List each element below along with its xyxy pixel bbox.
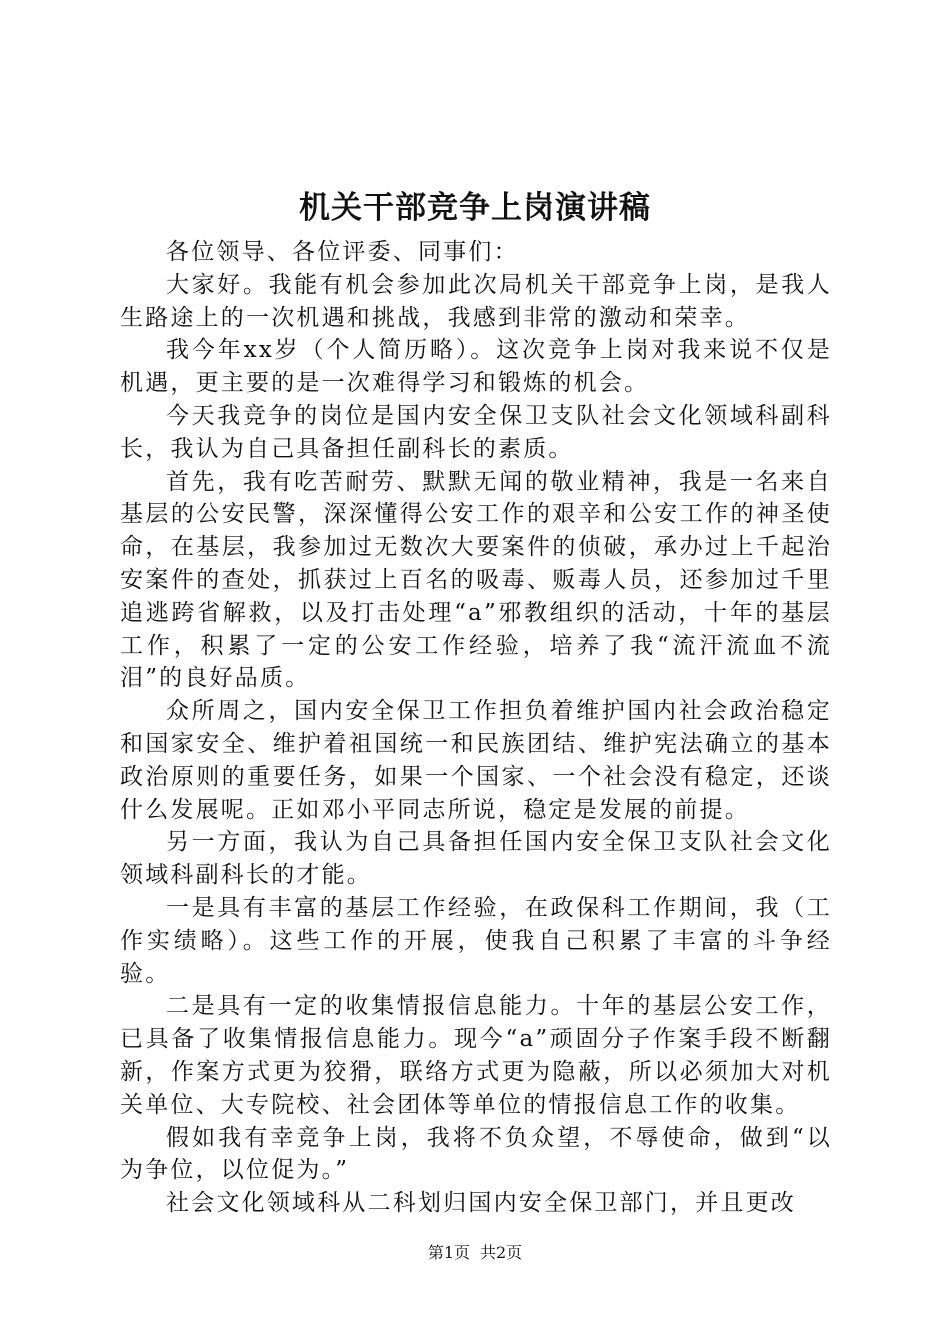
paragraph: 假如我有幸竞争上岗，我将不负众望，不辱使命，做到“以为争位，以位促为。” [120, 1124, 832, 1184]
page-footer [0, 1243, 950, 1263]
paragraph: 首先，我有吃苦耐劳、默默无闻的敬业精神，我是一名来自基层的公安民警，深深懂得公安工作的艰辛和公安工作的神圣使命，在基层，我参加过无数次大要案件的侦破，承办过上千起治安案件的查处，抓获过上百名的吸毒、贩毒人员，还参加过千里追逃跨省解救，以及打击处理“a”邪教组织的活动，十年的基层工作，积累了一定的公安工作经验，培养了我“流汗流血不流泪”的良好品质。 [120, 468, 832, 692]
paragraph: 大家好。我能有机会参加此次局机关干部竞争上岗，是我人生路途上的一次机遇和挑战，我感到非常的激动和荣幸。 [120, 271, 832, 331]
paragraph: 众所周之，国内安全保卫工作担负着维护国内社会政治稳定和国家安全、维护着祖国统一和民族团结、维护宪法确立的基本政治原则的重要任务，如果一个国家、一个社会没有稳定，还谈什么发展呢。正如邓小平同志所说，稳定是发展的前提。 [120, 698, 832, 823]
paragraph: 我今年xx岁（个人简历略）。这次竞争上岗对我来说不仅是机遇，更主要的是一次难得学习和锻炼的机会。 [120, 337, 832, 397]
paragraph: 一是具有丰富的基层工作经验，在政保科工作期间，我（工作实绩略）。这些工作的开展，使我自己积累了丰富的斗争经验。 [120, 894, 832, 987]
paragraph-salutation: 各位领导、各位评委、同事们： [166, 239, 519, 265]
page-number: 第1页 [427, 1243, 470, 1262]
document-body [120, 236, 832, 1220]
paragraph: 另一方面，我认为自己具备担任国内安全保卫支队社会文化领域科副科长的才能。 [120, 829, 832, 889]
document-title: 机关干部竞争上岗演讲稿 [299, 190, 651, 226]
paragraph: 社会文化领域科从二科划归国内安全保卫部门，并且更改 [166, 1190, 796, 1217]
paragraph: 今天我竞争的岗位是国内安全保卫支队社会文化领域科副科长，我认为自己具备担任副科长的素质。 [120, 402, 832, 462]
paragraph: 二是具有一定的收集情报信息能力。十年的基层公安工作，已具备了收集情报信息能力。现今“a”顽固分子作案手段不断翻新，作案方式更为狡猾，联络方式更为隐蔽，所以必须加大对机关单位、大专院校、社会团体等单位的情报信息工作的收集。 [120, 993, 832, 1118]
page-total: 共2页 [480, 1243, 523, 1262]
